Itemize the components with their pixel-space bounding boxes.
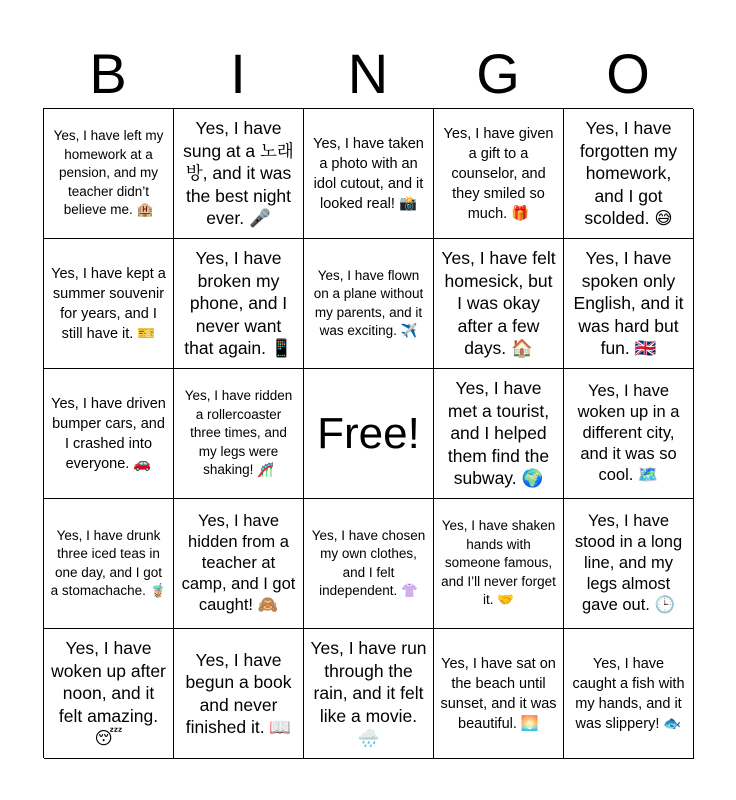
bingo-cell-2-4[interactable] bbox=[434, 239, 564, 369]
bingo-cell-4-3[interactable] bbox=[304, 499, 434, 629]
bingo-cell-5-3[interactable] bbox=[304, 629, 434, 759]
cell-text: Yes, I have woken up in a different city, and it was so cool. 🗺️ bbox=[577, 382, 680, 484]
bingo-cell-3-4[interactable] bbox=[434, 369, 564, 499]
cell-text: Yes, I have given a gift to a counselor, and they smiled so much. 🎁 bbox=[443, 125, 554, 222]
bingo-cell-5-5[interactable] bbox=[564, 629, 694, 759]
cell-text: Yes, I have driven bumper cars, and I crashed into everyone. 🚗 bbox=[51, 395, 166, 472]
cell-text: Yes, I have flown on a plane without my parents, and it was exciting. ✈️ bbox=[313, 267, 424, 338]
bingo-cell-2-3[interactable] bbox=[304, 239, 434, 369]
cell-text: Yes, I have drunk three iced teas in one day, and I got a stomachache. 🧋 bbox=[50, 527, 167, 598]
cell-text: Yes, I have stood in a long line, and my legs almost gave out. 🕒 bbox=[574, 512, 683, 614]
bingo-cell-4-2[interactable] bbox=[174, 499, 304, 629]
cell-text: Yes, I have chosen my own clothes, and I felt independent. 👚 bbox=[311, 527, 426, 598]
header-letter-n: N bbox=[347, 42, 389, 105]
cell-text: Yes, I have left my homework at a pension, and my teacher didn’t believe me. 🏨 bbox=[53, 128, 164, 218]
cell-text: Yes, I have broken my phone, and I never want that again. 📱 bbox=[184, 248, 293, 359]
bingo-cell-2-5[interactable] bbox=[564, 239, 694, 369]
cell-text: Yes, I have kept a summer souvenir for years, and I still have it. 🎫 bbox=[51, 265, 166, 342]
header-letter-b: B bbox=[89, 42, 127, 105]
bingo-cell-5-1[interactable] bbox=[44, 629, 174, 759]
bingo-cell-1-4[interactable] bbox=[434, 109, 564, 239]
cell-text: Yes, I have sat on the beach until sunset, and it was beautiful. 🌅 bbox=[440, 655, 557, 732]
header-letter-g: G bbox=[476, 42, 520, 105]
cell-text: Yes, I have felt homesick, but I was okay after a few days. 🏠 bbox=[441, 248, 556, 359]
cell-text: Yes, I have ridden a rollercoaster three times, and my legs were shaking! 🎢 bbox=[184, 388, 293, 478]
cell-text: Yes, I have run through the rain, and it felt like a movie. 🌧️ bbox=[310, 638, 427, 749]
cell-text: Yes, I have forgotten my homework, and I got scolded. 😅 bbox=[579, 118, 678, 229]
bingo-cell-4-4[interactable] bbox=[434, 499, 564, 629]
bingo-cell-3-2[interactable] bbox=[174, 369, 304, 499]
bingo-board bbox=[43, 108, 693, 758]
bingo-cell-1-1[interactable] bbox=[44, 109, 174, 239]
bingo-cell-5-2[interactable] bbox=[174, 629, 304, 759]
cell-text: Yes, I have hidden from a teacher at camp, and I got caught! 🙈 bbox=[181, 512, 296, 614]
cell-text: Yes, I have woken up after noon, and it felt amazing. 😴 bbox=[51, 638, 166, 749]
bingo-cell-5-4[interactable] bbox=[434, 629, 564, 759]
free-space-text: Free! bbox=[317, 408, 420, 458]
header-letter-o: O bbox=[606, 42, 650, 105]
bingo-cell-2-2[interactable] bbox=[174, 239, 304, 369]
cell-text: Yes, I have caught a fish with my hands, and it was slippery! 🐟 bbox=[572, 655, 685, 732]
bingo-cell-1-5[interactable] bbox=[564, 109, 694, 239]
cell-text: Yes, I have taken a photo with an idol cutout, and it looked real! 📸 bbox=[313, 135, 424, 212]
bingo-cell-2-1[interactable] bbox=[44, 239, 174, 369]
cell-text: Yes, I have sung at a 노래방, and it was the best night ever. 🎤 bbox=[183, 118, 294, 229]
cell-text: Yes, I have begun a book and never finished it. 📖 bbox=[185, 649, 292, 737]
bingo-cell-free[interactable] bbox=[304, 369, 434, 499]
cell-text: Yes, I have met a tourist, and I helped them find the subway. 🌍 bbox=[447, 378, 550, 489]
cell-text: Yes, I have spoken only English, and it was hard but fun. 🇬🇧 bbox=[573, 248, 684, 359]
bingo-cell-4-5[interactable] bbox=[564, 499, 694, 629]
bingo-cell-3-1[interactable] bbox=[44, 369, 174, 499]
header-letter-i: I bbox=[230, 42, 246, 105]
bingo-cell-3-5[interactable] bbox=[564, 369, 694, 499]
bingo-cell-1-3[interactable] bbox=[304, 109, 434, 239]
bingo-header bbox=[43, 40, 693, 108]
cell-text: Yes, I have shaken hands with someone famous, and I’ll never forget it. 🤝 bbox=[441, 518, 556, 608]
bingo-cell-4-1[interactable] bbox=[44, 499, 174, 629]
bingo-cell-1-2[interactable] bbox=[174, 109, 304, 239]
